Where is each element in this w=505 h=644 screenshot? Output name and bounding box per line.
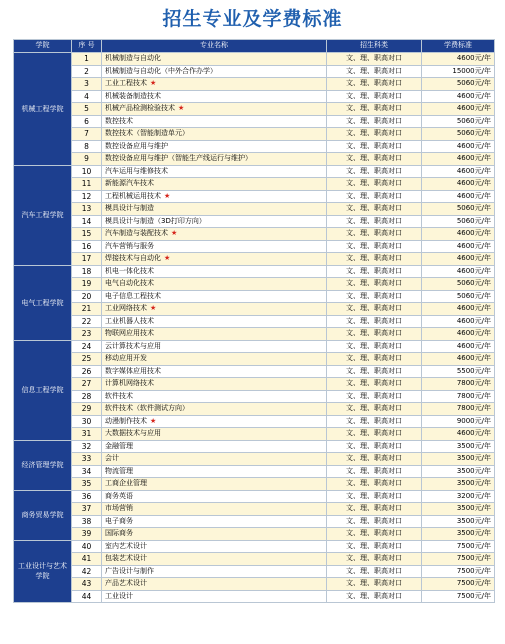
major-name: 物流管理: [105, 466, 133, 475]
star-icon: ★: [171, 229, 178, 237]
fee-cell: 4600元/年: [422, 53, 495, 66]
major-name: 机械装备制造技术: [105, 91, 161, 100]
major-name: 焊接技术与自动化: [105, 254, 161, 262]
major-cell: [102, 178, 327, 191]
major-cell: [102, 415, 327, 428]
major-name: 工业设计: [105, 591, 133, 600]
table-row: [14, 415, 495, 428]
subjects-cell: 文、理、职高对口: [327, 465, 422, 478]
fee-cell: 3500元/年: [422, 478, 495, 491]
subjects-cell: 文、理、职高对口: [327, 128, 422, 141]
star-icon: ★: [178, 104, 185, 112]
subjects-cell: 文、理、职高对口: [327, 478, 422, 491]
major-cell: [102, 478, 327, 491]
major-cell: [102, 115, 327, 128]
major-cell: [102, 315, 327, 328]
subjects-cell: 文、理、职高对口: [327, 403, 422, 416]
major-cell: [102, 403, 327, 416]
table-row: [14, 203, 495, 216]
college-name: 电气工程学院: [14, 265, 72, 340]
row-number: 10: [72, 165, 102, 178]
major-cell: [102, 65, 327, 78]
major-name: 商务英语: [105, 491, 133, 500]
major-cell: [102, 153, 327, 166]
table-row: [14, 115, 495, 128]
star-icon: ★: [150, 416, 157, 425]
major-name: 数字媒体应用技术: [105, 366, 161, 375]
row-number: 43: [72, 578, 102, 591]
row-number: 4: [72, 90, 102, 103]
fee-cell: 7500元/年: [422, 553, 495, 566]
row-number: 1: [72, 53, 102, 66]
fee-cell: 7800元/年: [422, 378, 495, 391]
row-number: 9: [72, 153, 102, 166]
subjects-cell: 文、理、职高对口: [327, 553, 422, 566]
subjects-cell: 文、理、职高对口: [327, 490, 422, 503]
subjects-cell: 文、理、职高对口: [327, 515, 422, 528]
major-name: 汽车制造与装配技术: [105, 229, 168, 237]
table-row: [14, 315, 495, 328]
subjects-cell: 文、理、职高对口: [327, 178, 422, 191]
major-name: 数控设备应用与维护（智能生产线运行与维护）: [105, 154, 252, 162]
fee-cell: 5060元/年: [422, 278, 495, 291]
subjects-cell: 文、理、职高对口: [327, 253, 422, 266]
row-number: 39: [72, 528, 102, 541]
row-number: 26: [72, 365, 102, 378]
table-row: [14, 490, 495, 503]
college-name: 商务贸易学院: [14, 490, 72, 540]
major-name: 金融管理: [105, 441, 133, 450]
table-row: [14, 303, 495, 316]
subjects-cell: 文、理、职高对口: [327, 240, 422, 253]
major-cell: [102, 590, 327, 603]
fee-cell: 7800元/年: [422, 390, 495, 403]
table-row: [14, 503, 495, 516]
row-number: 13: [72, 203, 102, 216]
fee-cell: 4600元/年: [422, 265, 495, 278]
major-name: 云计算技术与应用: [105, 341, 161, 350]
table-row: [14, 215, 495, 228]
subjects-cell: 文、理、职高对口: [327, 540, 422, 553]
major-cell: [102, 390, 327, 403]
major-name: 大数据技术与应用: [105, 429, 161, 437]
fee-cell: 4600元/年: [422, 328, 495, 341]
major-cell: [102, 78, 327, 91]
major-cell: [102, 265, 327, 278]
major-name: 工业网络技术: [105, 304, 147, 312]
row-number: 17: [72, 253, 102, 266]
subjects-cell: 文、理、职高对口: [327, 265, 422, 278]
major-cell: [102, 53, 327, 66]
row-number: 33: [72, 453, 102, 466]
major-cell: [102, 490, 327, 503]
fee-cell: 5060元/年: [422, 203, 495, 216]
row-number: 28: [72, 390, 102, 403]
fee-cell: 4600元/年: [422, 90, 495, 103]
fee-cell: 4600元/年: [422, 253, 495, 266]
major-name: 机械制造与自动化（中外合作办学）: [105, 66, 217, 75]
table-row: [14, 328, 495, 341]
row-number: 5: [72, 103, 102, 116]
row-number: 32: [72, 440, 102, 453]
row-number: 40: [72, 540, 102, 553]
college-name: 经济管理学院: [14, 440, 72, 490]
subjects-cell: 文、理、职高对口: [327, 390, 422, 403]
subjects-cell: 文、理、职高对口: [327, 353, 422, 366]
major-name: 机械产品检测检验技术: [105, 104, 175, 112]
star-icon: ★: [164, 191, 171, 200]
major-name: 动漫制作技术: [105, 416, 147, 425]
college-name: 工业设计与艺术学院: [14, 540, 72, 603]
table-row: [14, 528, 495, 541]
table-row: [14, 278, 495, 291]
table-row: [14, 565, 495, 578]
subjects-cell: 文、理、职高对口: [327, 503, 422, 516]
subjects-cell: 文、理、职高对口: [327, 440, 422, 453]
fee-cell: 5500元/年: [422, 365, 495, 378]
row-number: 31: [72, 428, 102, 441]
row-number: 36: [72, 490, 102, 503]
fee-cell: 3500元/年: [422, 465, 495, 478]
major-cell: [102, 515, 327, 528]
row-number: 37: [72, 503, 102, 516]
major-cell: [102, 103, 327, 116]
fee-cell: 7500元/年: [422, 565, 495, 578]
major-cell: [102, 565, 327, 578]
subjects-cell: 文、理、职高对口: [327, 415, 422, 428]
row-number: 44: [72, 590, 102, 603]
row-number: 38: [72, 515, 102, 528]
row-number: 21: [72, 303, 102, 316]
major-name: 软件技术: [105, 391, 133, 400]
major-cell: [102, 465, 327, 478]
major-name: 模具设计与制造（3D打印方向）: [105, 216, 206, 225]
row-number: 7: [72, 128, 102, 141]
star-icon: ★: [164, 254, 171, 262]
major-name: 计算机网络技术: [105, 379, 154, 387]
fee-cell: 3500元/年: [422, 515, 495, 528]
row-number: 6: [72, 115, 102, 128]
fee-cell: 3500元/年: [422, 528, 495, 541]
row-number: 29: [72, 403, 102, 416]
fee-cell: 7500元/年: [422, 540, 495, 553]
table-row: [14, 165, 495, 178]
row-number: 15: [72, 228, 102, 241]
row-number: 11: [72, 178, 102, 191]
table-row: [14, 53, 495, 66]
major-cell: [102, 278, 327, 291]
major-name: 会计: [105, 454, 119, 462]
row-number: 25: [72, 353, 102, 366]
subjects-cell: 文、理、职高对口: [327, 165, 422, 178]
table-row: [14, 378, 495, 391]
major-cell: [102, 340, 327, 353]
table-row: [14, 390, 495, 403]
major-name: 电子商务: [105, 516, 133, 525]
fee-cell: 3500元/年: [422, 440, 495, 453]
subjects-cell: 文、理、职高对口: [327, 78, 422, 91]
major-cell: [102, 228, 327, 241]
table-row: [14, 78, 495, 91]
major-name: 数控技术（智能制造单元）: [105, 129, 189, 137]
row-number: 22: [72, 315, 102, 328]
major-cell: [102, 203, 327, 216]
table-row: [14, 290, 495, 303]
fee-cell: 5060元/年: [422, 78, 495, 91]
subjects-cell: 文、理、职高对口: [327, 578, 422, 591]
major-cell: [102, 353, 327, 366]
subjects-cell: 文、理、职高对口: [327, 65, 422, 78]
major-cell: [102, 190, 327, 203]
subjects-cell: 文、理、职高对口: [327, 190, 422, 203]
major-cell: [102, 553, 327, 566]
subjects-cell: 文、理、职高对口: [327, 590, 422, 603]
fee-cell: 7500元/年: [422, 578, 495, 591]
table-row: [14, 103, 495, 116]
subjects-cell: 文、理、职高对口: [327, 90, 422, 103]
subjects-cell: 文、理、职高对口: [327, 365, 422, 378]
college-name: 汽车工程学院: [14, 165, 72, 265]
table-row: [14, 365, 495, 378]
fee-cell: 7800元/年: [422, 403, 495, 416]
table-row: [14, 265, 495, 278]
table-row: [14, 65, 495, 78]
fee-cell: 5060元/年: [422, 290, 495, 303]
major-name: 机械制造与自动化: [105, 54, 161, 62]
subjects-cell: 文、理、职高对口: [327, 153, 422, 166]
header-college: 学院: [14, 40, 72, 53]
major-name: 产品艺术设计: [105, 579, 147, 587]
fee-cell: 4600元/年: [422, 165, 495, 178]
major-cell: [102, 365, 327, 378]
table-row: [14, 440, 495, 453]
college-name: 信息工程学院: [14, 340, 72, 440]
major-name: 电气自动化技术: [105, 279, 154, 287]
major-name: 机电一体化技术: [105, 266, 154, 275]
major-name: 市场营销: [105, 504, 133, 512]
fee-cell: 4600元/年: [422, 240, 495, 253]
row-number: 20: [72, 290, 102, 303]
row-number: 41: [72, 553, 102, 566]
college-name: 机械工程学院: [14, 53, 72, 166]
subjects-cell: 文、理、职高对口: [327, 565, 422, 578]
page-title: 招生专业及学费标准: [162, 8, 343, 30]
fee-cell: 4600元/年: [422, 178, 495, 191]
table-row: [14, 540, 495, 553]
major-name: 模具设计与制造: [105, 204, 154, 212]
subjects-cell: 文、理、职高对口: [327, 115, 422, 128]
table-row: [14, 253, 495, 266]
fee-cell: 15000元/年: [422, 65, 495, 78]
row-number: 16: [72, 240, 102, 253]
table-row: [14, 128, 495, 141]
row-number: 30: [72, 415, 102, 428]
fee-cell: 4600元/年: [422, 153, 495, 166]
major-cell: [102, 165, 327, 178]
subjects-cell: 文、理、职高对口: [327, 140, 422, 153]
major-cell: [102, 128, 327, 141]
major-name: 工商企业管理: [105, 479, 147, 487]
major-name: 汽车营销与服务: [105, 241, 154, 250]
major-cell: [102, 503, 327, 516]
table-row: [14, 178, 495, 191]
major-name: 工业机器人技术: [105, 316, 154, 325]
major-name: 包装艺术设计: [105, 554, 147, 562]
major-cell: [102, 253, 327, 266]
subjects-cell: 文、理、职高对口: [327, 453, 422, 466]
fee-cell: 3200元/年: [422, 490, 495, 503]
subjects-cell: 文、理、职高对口: [327, 203, 422, 216]
table-row: [14, 403, 495, 416]
row-number: 23: [72, 328, 102, 341]
row-number: 42: [72, 565, 102, 578]
major-cell: [102, 90, 327, 103]
fee-cell: 7500元/年: [422, 590, 495, 603]
header-subjects: 招生科类: [327, 40, 422, 53]
major-name: 工业工程技术: [105, 79, 147, 87]
table-row: [14, 228, 495, 241]
major-cell: [102, 440, 327, 453]
major-name: 移动应用开发: [105, 354, 147, 362]
table-row: [14, 240, 495, 253]
major-cell: [102, 328, 327, 341]
subjects-cell: 文、理、职高对口: [327, 328, 422, 341]
header-no: 序 号: [72, 40, 102, 53]
row-number: 35: [72, 478, 102, 491]
fee-cell: 4600元/年: [422, 303, 495, 316]
star-icon: ★: [150, 304, 157, 312]
major-cell: [102, 453, 327, 466]
major-cell: [102, 428, 327, 441]
table-row: [14, 578, 495, 591]
table-row: [14, 453, 495, 466]
row-number: 14: [72, 215, 102, 228]
table-row: [14, 340, 495, 353]
row-number: 18: [72, 265, 102, 278]
subjects-cell: 文、理、职高对口: [327, 215, 422, 228]
major-name: 广告设计与制作: [105, 566, 154, 575]
major-cell: [102, 303, 327, 316]
subjects-cell: 文、理、职高对口: [327, 303, 422, 316]
major-name: 室内艺术设计: [105, 541, 147, 550]
table-body: [14, 53, 495, 603]
subjects-cell: 文、理、职高对口: [327, 53, 422, 66]
fee-cell: 4600元/年: [422, 140, 495, 153]
subjects-cell: 文、理、职高对口: [327, 378, 422, 391]
major-name: 数控技术: [105, 116, 133, 125]
subjects-cell: 文、理、职高对口: [327, 278, 422, 291]
row-number: 24: [72, 340, 102, 353]
row-number: 3: [72, 78, 102, 91]
fee-cell: 9000元/年: [422, 415, 495, 428]
star-icon: ★: [150, 79, 157, 87]
fee-cell: 4600元/年: [422, 428, 495, 441]
major-cell: [102, 540, 327, 553]
header-fee: 学费标准: [422, 40, 495, 53]
fee-cell: 4600元/年: [422, 315, 495, 328]
fee-cell: 3500元/年: [422, 503, 495, 516]
row-number: 34: [72, 465, 102, 478]
major-cell: [102, 240, 327, 253]
table-row: [14, 553, 495, 566]
table-row: [14, 90, 495, 103]
fee-cell: 5060元/年: [422, 128, 495, 141]
table-row: [14, 153, 495, 166]
subjects-cell: 文、理、职高对口: [327, 315, 422, 328]
major-cell: [102, 528, 327, 541]
table-row: [14, 140, 495, 153]
subjects-cell: 文、理、职高对口: [327, 428, 422, 441]
major-name: 软件技术（软件测试方向）: [105, 404, 189, 412]
subjects-cell: 文、理、职高对口: [327, 340, 422, 353]
subjects-cell: 文、理、职高对口: [327, 528, 422, 541]
fee-cell: 4600元/年: [422, 353, 495, 366]
subjects-cell: 文、理、职高对口: [327, 228, 422, 241]
row-number: 19: [72, 278, 102, 291]
major-name: 国际商务: [105, 529, 133, 537]
table-header-row: [14, 40, 495, 53]
major-cell: [102, 378, 327, 391]
subjects-cell: 文、理、职高对口: [327, 103, 422, 116]
major-name: 数控设备应用与维护: [105, 141, 168, 150]
table-row: [14, 515, 495, 528]
major-name: 工程机械运用技术: [105, 191, 161, 200]
major-cell: [102, 215, 327, 228]
row-number: 2: [72, 65, 102, 78]
table-row: [14, 465, 495, 478]
major-cell: [102, 578, 327, 591]
table-row: [14, 428, 495, 441]
fee-cell: 4600元/年: [422, 103, 495, 116]
table-row: [14, 190, 495, 203]
fee-cell: 4600元/年: [422, 340, 495, 353]
major-name: 电子信息工程技术: [105, 291, 161, 300]
row-number: 12: [72, 190, 102, 203]
fee-cell: 4600元/年: [422, 228, 495, 241]
major-cell: [102, 140, 327, 153]
fee-table: [13, 39, 495, 603]
row-number: 27: [72, 378, 102, 391]
fee-cell: 5060元/年: [422, 115, 495, 128]
major-cell: [102, 290, 327, 303]
major-name: 新能源汽车技术: [105, 179, 154, 187]
fee-cell: 5060元/年: [422, 215, 495, 228]
subjects-cell: 文、理、职高对口: [327, 290, 422, 303]
major-name: 物联网应用技术: [105, 329, 154, 337]
fee-cell: 4600元/年: [422, 190, 495, 203]
fee-cell: 3500元/年: [422, 453, 495, 466]
table-row: [14, 590, 495, 603]
table-row: [14, 478, 495, 491]
major-name: 汽车运用与维修技术: [105, 166, 168, 175]
row-number: 8: [72, 140, 102, 153]
header-major: 专业名称: [102, 40, 327, 53]
table-row: [14, 353, 495, 366]
fee-table-wrapper: [13, 39, 495, 603]
